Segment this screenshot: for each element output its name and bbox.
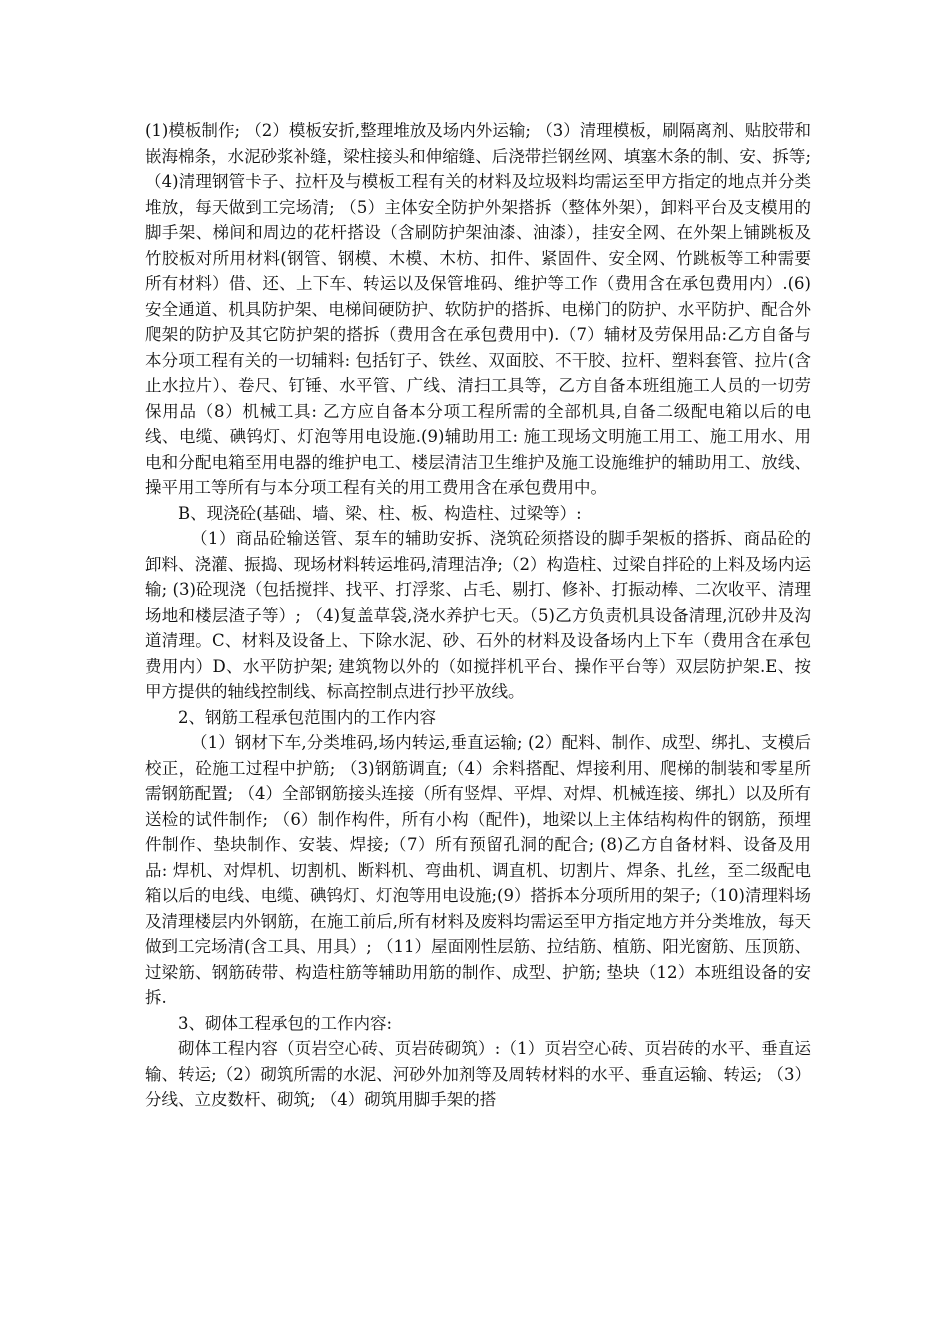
heading-masonry-work: 3、砌体工程承包的工作内容: (178, 1013, 393, 1033)
paragraph-masonry-scope: 砌体工程内容（页岩空心砖、页岩砖砌筑）:（1）页岩空心砖、页岩砖的水平、垂直运输、转运;（2）砌筑所需的水泥、河砂外加剂等及周转材料的水平、垂直运输、转运; （3）分线、立皮数杆、砌筑; （4）砌筑用脚手架的搭 (145, 1039, 811, 1109)
paragraph-formwork-scope: (1)模板制作; （2）模板安折,整理堆放及场内外运输; （3）清理模板，刷隔离剂、贴胶带和嵌海棉条，水泥砂浆补缝，梁柱接头和伸缩缝、后浇带拦钢丝网、填塞木条的制、安、拆等; （4)清理钢管卡子、拉杆及与模板工程有关的材料及垃圾料均需运至甲方指定的地点并分类堆放，每天做到工完场清; （5）主体安全防护外架搭拆（整体外架），卸料平台及支模用的脚手架、梯间和周边的花杆搭设（含刷防护架油漆、油漆），挂安全网、在外架上铺跳板及竹胶板对所用材料(钢管、钢模、木模、木枋、扣件、紧固件、安全网、竹跳板等工种需要所有材料）借、还、上下车、转运以及保管堆码、维护等工作（费用含在承包费用内）.(6)安全通道、机具防护架、电梯间硬防护、软防护的搭拆、电梯门的防护、水平防护、配合外爬架的防护及其它防护架的搭拆（费用含在承包费用中).（7）辅材及劳保用品:乙方自备与本分项工程有关的一切辅料: 包括钉子、铁丝、双面胶、不干胶、拉杆、塑料套管、拉片(含止水拉片）、卷尺、钉锤、水平管、广线、清扫工具等，乙方自备本班组施工人员的一切劳保用品（8）机械工具: 乙方应自备本分项工程所需的全部机具,自备二级配电箱以后的电线、电缆、碘钨灯、灯泡等用电设施.(9)辅助用工: 施工现场文明施工用工、施工用水、用电和分配电箱至用电器的维护电工、楼层清洁卫生维护及施工设施维护的辅助用工、放线、操平用工等所有与本分项工程有关的用工费用含在承包费用中。 (145, 121, 811, 497)
paragraph-rebar-scope: （1）钢材下车,分类堆码,场内转运,垂直运输; (2）配料、制作、成型、绑扎、支模后校正，砼施工过程中护筋; （3)钢筋调直;（4）余料搭配、焊接利用、爬梯的制装和零星所需钢筋配置; （4）全部钢筋接头连接（所有竖焊、平焊、对焊、机械连接、绑扎）以及所有送检的试件制作; （6）制作构件，所有小构（配件)，地梁以上主体结构构件的钢筋，预埋件制作、垫块制作、安装、焊接;（7）所有预留孔洞的配合; (8)乙方自备材料、设备及用品: 焊机、对焊机、切割机、断料机、弯曲机、调直机、切割片、焊条、扎丝，至二级配电箱以后的电线、电缆、碘钨灯、灯泡等用电设施;(9）搭拆本分项所用的架子;（10)清理料场及清理楼层内外钢筋，在施工前后,所有材料及废料均需运至甲方指定地方并分类堆放，每天做到工完场清(含工具、用具）; （11）屋面刚性层筋、拉结筋、植筋、阳光窗筋、压顶筋、过梁筋、钢筋砖带、构造柱筋等辅助用筋的制作、成型、护筋; 垫块（12）本班组设备的安拆. (145, 733, 811, 1007)
heading-cast-in-place-concrete: B、现浇砼(基础、墙、梁、柱、板、构造柱、过梁等）: (178, 503, 582, 523)
heading-rebar-work: 2、钢筋工程承包范围内的工作内容 (178, 707, 436, 727)
paragraph-concrete-scope: （1）商品砼输送管、泵车的辅助安拆、浇筑砼须搭设的脚手架板的搭拆、商品砼的卸料、浇灌、振捣、现场材料转运堆码,清理洁净;（2）构造柱、过梁自拌砼的上料及场内运输; (3)砼现浇（包括搅拌、找平、打浮浆、占毛、剔打、修补、打振动棒、二次收平、清理场地和楼层渣子等）; （4)复盖草袋,浇水养护七天。（5)乙方负责机具设备清理,沉砂井及沟道清理。C、材料及设备上、下除水泥、砂、石外的材料及设备场内上下车（费用含在承包费用内）D、水平防护架; 建筑物以外的（如搅拌机平台、操作平台等）双层防护架.E、按甲方提供的轴线控制线、标高控制点进行抄平放线。 (145, 529, 811, 701)
document-page (145, 118, 811, 1113)
